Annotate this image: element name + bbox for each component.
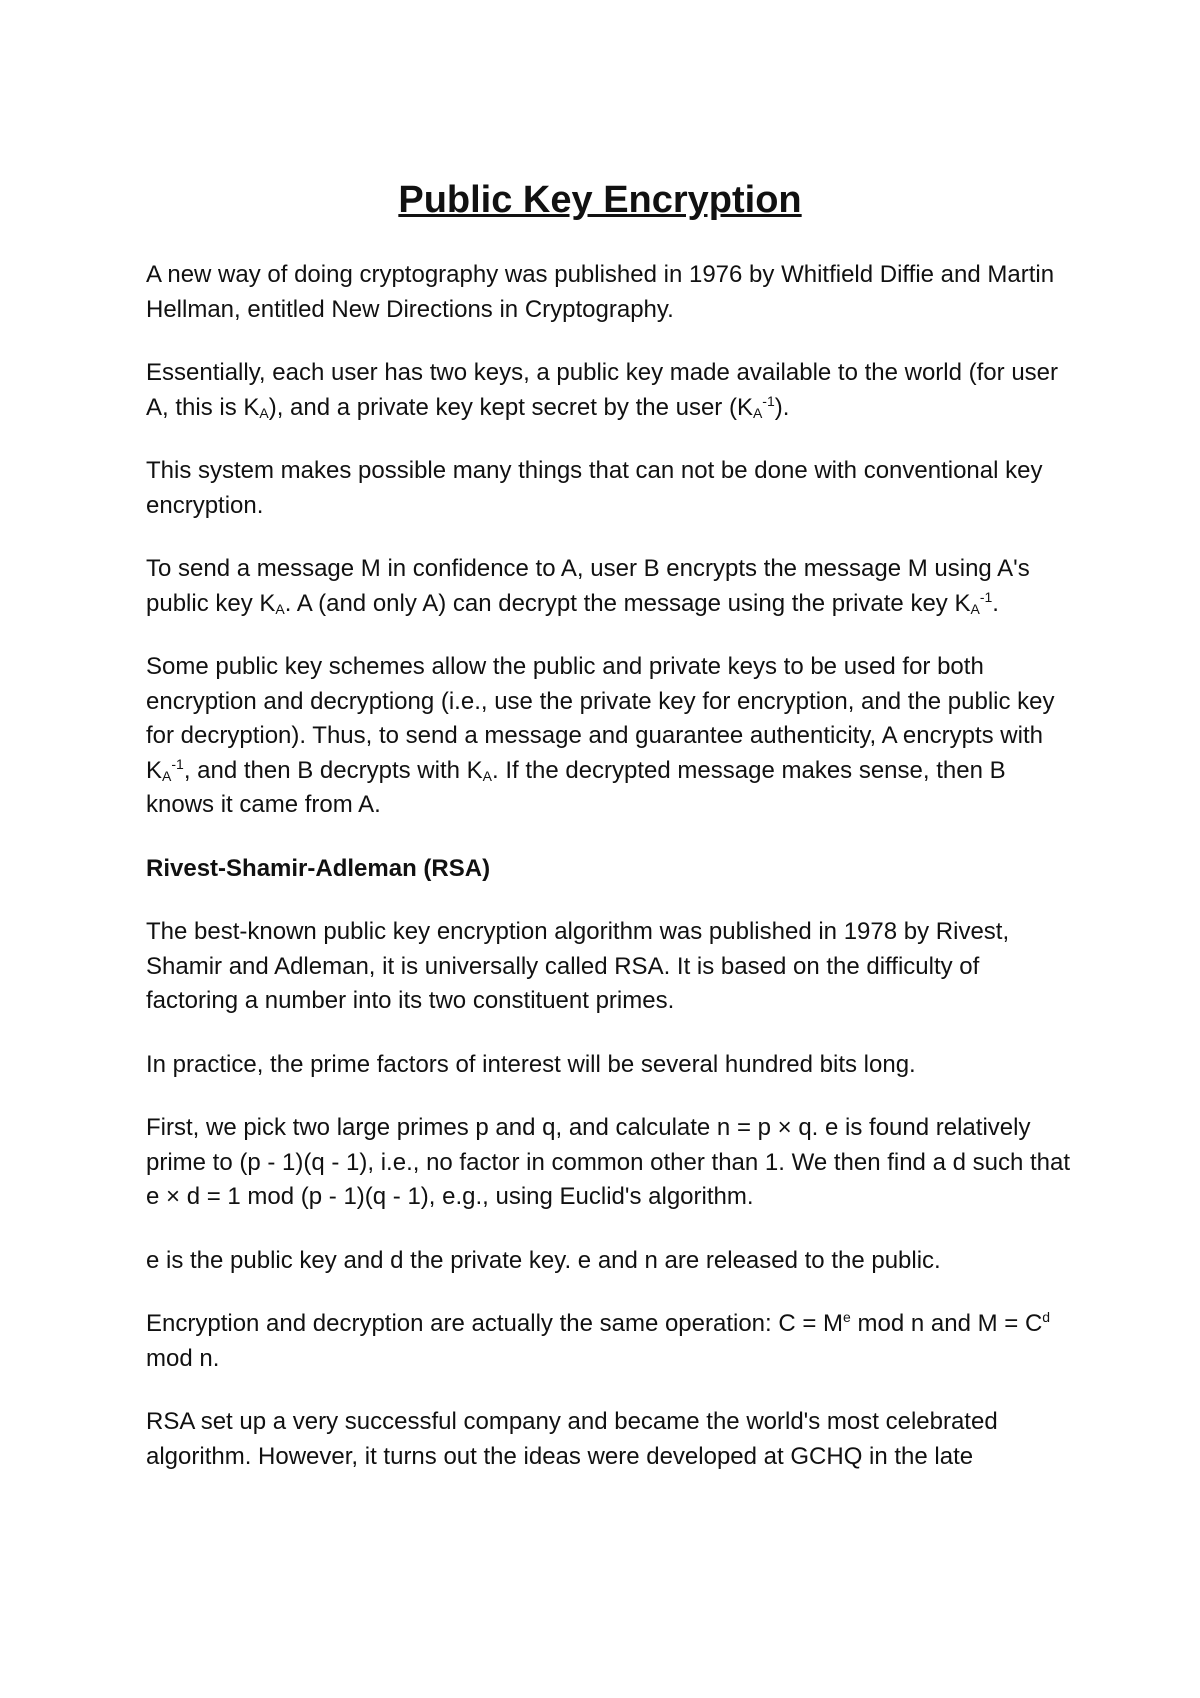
text-run: Essentially, each user has two keys, a public key made available to the world (for user A, this is K [146, 359, 1058, 421]
page-title: Public Key Encryption [398, 179, 802, 221]
paragraph-prime-size: In practice, the prime factors of interest will be several hundred bits long. [146, 1050, 916, 1078]
text-run: Encryption and decryption are actually the same operation: C = M [146, 1310, 844, 1337]
text-run: Some public key schemes allow the public and private keys to be used for both encryption and decryptiong (i.e., use the private key for encryption, and the public key for decryption). Thus, to send a message and guarantee authenticity, A encrypts with K [146, 653, 1055, 784]
text-run: . [992, 589, 999, 617]
text-run: , and then B decrypts with K [183, 756, 483, 784]
paragraph-intro: A new way of doing cryptography was published in 1976 by Whitfield Diffie and Martin Hellman, entitled New Directions in Cryptography. [146, 261, 1055, 323]
subscript: A [752, 404, 763, 421]
paragraph-send-message [146, 552, 1076, 621]
text-run: mod n and M = C [850, 1310, 1043, 1337]
section-heading-rsa: Rivest-Shamir-Adleman (RSA) [146, 854, 491, 882]
paragraph-rsa-intro: The best-known public key encryption algorithm was published in 1978 by Rivest, Shamir and Adleman, it is universally called RSA. It is based on the difficulty of factoring a number into its two constituent primes. [146, 918, 1010, 1014]
paragraph-system: This system makes possible many things that can not be done with conventional key encryption. [146, 457, 1043, 519]
paragraph-public-private: e is the public key and d the private key. e and n are released to the public. [146, 1246, 941, 1274]
document-body [146, 258, 1076, 1503]
subscript: A [259, 404, 269, 421]
text-run: ). [774, 393, 790, 421]
text-run: . If the decrypted message makes sense, then B knows it came from A. [146, 756, 1006, 818]
paragraph-two-keys [146, 356, 1076, 425]
subscript: A [275, 600, 285, 617]
subscript: A [482, 767, 492, 784]
subscript: A [970, 600, 980, 617]
text-run: . A (and only A) can decrypt the message using the private key K [284, 589, 971, 617]
subscript: A [162, 767, 172, 784]
superscript: -1 [979, 588, 993, 605]
paragraph-key-generation: First, we pick two large primes p and q, and calculate n = p × q. e is found relatively prime to (p - 1)(q - 1), i.e., no factor in common other than 1. We then find a d such that e × d = 1 mod (p - 1)(q - 1), e.g., using Euclid's algorithm. [146, 1114, 1070, 1210]
superscript: d [1042, 1309, 1051, 1325]
superscript: -1 [762, 392, 775, 409]
text-run: To send a message M in confidence to A, user B encrypts the message M using A's public key K [146, 555, 1030, 617]
paragraph-authenticity [146, 650, 1076, 823]
superscript: -1 [171, 755, 184, 772]
text-run: ), and a private key kept secret by the user (K [268, 393, 753, 421]
superscript: e [843, 1309, 851, 1325]
paragraph-encryption-formula [146, 1307, 1076, 1376]
paragraph-rsa-company: RSA set up a very successful company and became the world's most celebrated algorithm. However, it turns out the ideas were developed at GCHQ in the late [146, 1408, 998, 1470]
text-run: mod n. [146, 1344, 220, 1372]
